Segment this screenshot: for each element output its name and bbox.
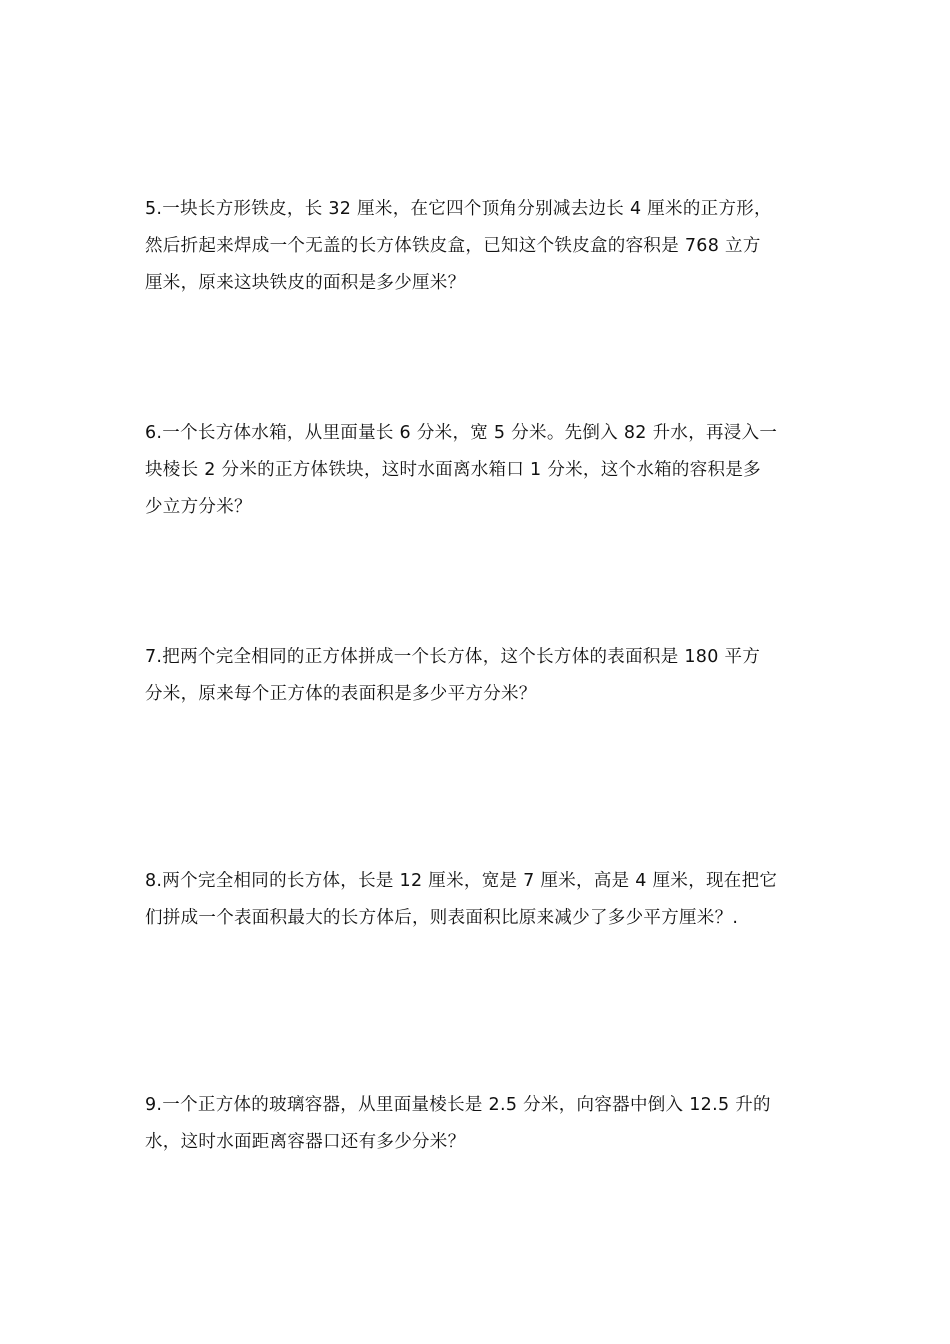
problem-6-line-1: 6.一个长方体水箱，从里面量长 6 分米，宽 5 分米。先倒入 82 升水，再浸入一 (145, 423, 778, 443)
problem-5-line-3: 厘米，原来这块铁皮的面积是多少厘米？ (145, 273, 466, 293)
problem-5 (145, 191, 815, 302)
problem-8-line-1: 8.两个完全相同的长方体，长是 12 厘米，宽是 7 厘米，高是 4 厘米，现在把它 (145, 871, 778, 891)
problem-7 (145, 639, 815, 713)
problem-7-line-1: 7.把两个完全相同的正方体拼成一个长方体，这个长方体的表面积是 180 平方 (145, 647, 761, 667)
problem-6 (145, 415, 815, 526)
problem-9-line-2: 水，这时水面距离容器口还有多少分米？ (145, 1132, 466, 1152)
problem-6-line-2: 块棱长 2 分米的正方体铁块，这时水面离水箱口 1 分米，这个水箱的容积是多 (145, 460, 761, 480)
problem-5-line-2: 然后折起来焊成一个无盖的长方体铁皮盒，已知这个铁皮盒的容积是 768 立方 (145, 236, 761, 256)
problem-9-line-1: 9.一个正方体的玻璃容器，从里面量棱长是 2.5 分米，向容器中倒入 12.5 升的 (145, 1095, 771, 1115)
problem-8-line-2: 们拼成一个表面积最大的长方体后，则表面积比原来减少了多少平方厘米？. (145, 908, 739, 928)
problem-6-line-3: 少立方分米？ (145, 497, 252, 517)
problem-5-line-1: 5.一块长方形铁皮，长 32 厘米，在它四个顶角分别减去边长 4 厘米的正方形， (145, 199, 772, 219)
problem-7-line-2: 分米，原来每个正方体的表面积是多少平方分米？ (145, 684, 537, 704)
problem-8 (145, 863, 815, 937)
problem-9 (145, 1087, 815, 1161)
